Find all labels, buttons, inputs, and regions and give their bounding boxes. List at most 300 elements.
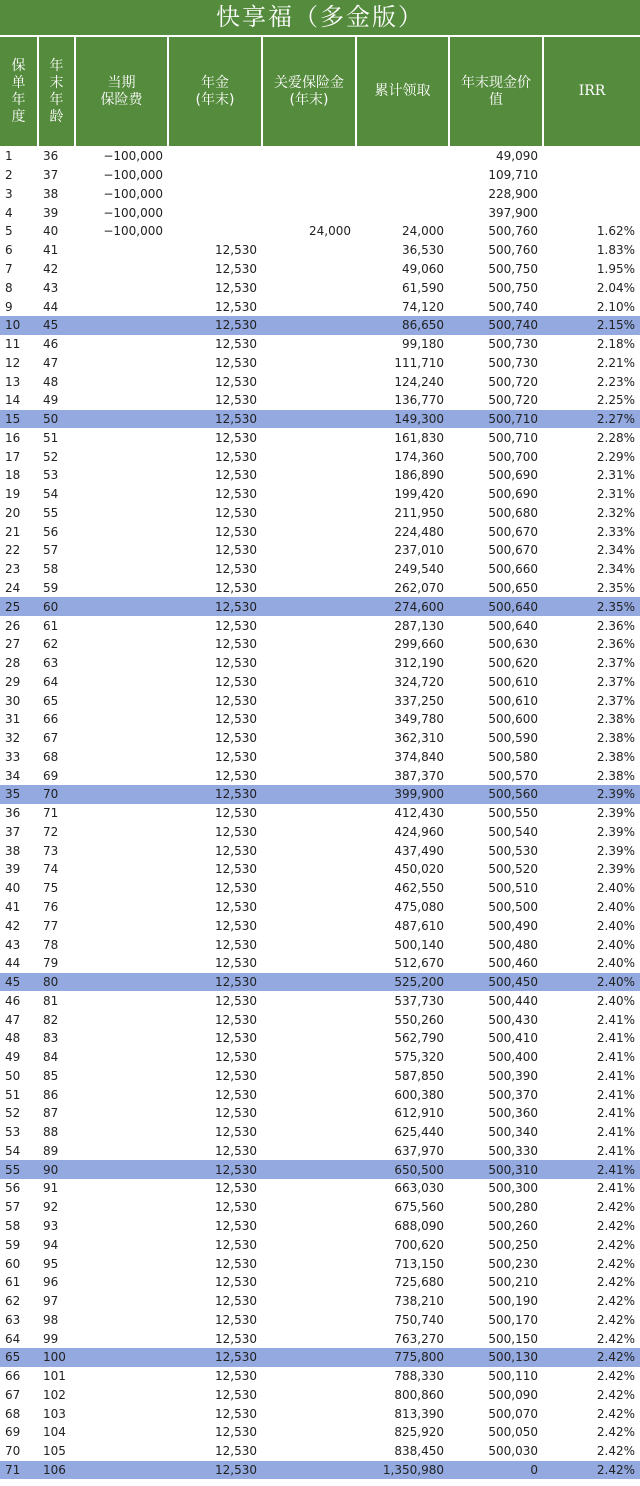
premium-cell [75, 635, 168, 654]
premium-cell [75, 522, 168, 541]
cumulative-cell: 399,900 [356, 785, 449, 804]
page-title: 快享福（多金版） [0, 0, 640, 37]
policy-year-cell: 23 [5, 562, 21, 577]
table-row [0, 1292, 640, 1311]
cash-value-cell: 500,760 [488, 243, 538, 258]
annuity-cell: 12,530 [215, 1125, 257, 1140]
cash-value-cell: 500,610 [488, 674, 538, 689]
table-row [0, 1461, 640, 1480]
care-benefit-cell [262, 916, 356, 935]
age-cell: 42 [43, 261, 59, 276]
age-cell: 56 [43, 524, 59, 539]
cash-value-cell: 109,710 [488, 168, 538, 183]
table-row [0, 710, 640, 729]
premium-cell [75, 973, 168, 992]
table-row [0, 954, 640, 973]
care-benefit-cell [262, 1292, 356, 1311]
age-cell: 80 [38, 973, 75, 992]
cash-value-cell: 500,730 [488, 355, 538, 370]
table-row [0, 166, 640, 185]
premium-cell [75, 560, 168, 579]
cumulative-cell: 262,070 [394, 580, 444, 595]
cumulative-cell: 537,730 [394, 993, 444, 1008]
irr-cell: 2.40% [596, 993, 635, 1008]
care-benefit-cell [262, 635, 356, 654]
care-benefit-cell [262, 973, 356, 992]
age-cell: 78 [43, 937, 59, 952]
care-benefit-cell [262, 860, 356, 879]
cumulative-cell: 562,790 [394, 1031, 444, 1046]
cash-value-cell: 500,700 [488, 449, 538, 464]
table-row [0, 1386, 640, 1405]
policy-year-cell: 46 [5, 993, 21, 1008]
cash-value-cell: 500,030 [488, 1444, 538, 1459]
policy-year-cell: 8 [5, 280, 13, 295]
irr-cell: 2.18% [596, 337, 635, 352]
age-cell: 103 [43, 1406, 66, 1421]
table-row [0, 372, 640, 391]
irr-cell: 2.41% [596, 1050, 635, 1065]
care-benefit-cell [262, 146, 356, 166]
policy-year-cell: 6 [5, 243, 13, 258]
care-benefit-cell [262, 278, 356, 297]
policy-year-cell: 69 [5, 1425, 21, 1440]
irr-cell: 2.38% [596, 749, 635, 764]
irr-cell: 2.42% [543, 1461, 640, 1480]
policy-year-cell: 5 [5, 224, 13, 239]
age-cell: 66 [43, 712, 59, 727]
care-benefit-cell [262, 353, 356, 372]
care-benefit-cell [262, 1085, 356, 1104]
premium-cell [75, 579, 168, 598]
cumulative-cell: 124,240 [394, 374, 444, 389]
cumulative-cell: 61,590 [402, 280, 444, 295]
policy-year-cell: 66 [5, 1369, 21, 1384]
annuity-cell: 12,530 [215, 524, 257, 539]
policy-year-cell: 20 [5, 505, 21, 520]
age-cell: 81 [43, 993, 59, 1008]
cash-value-cell: 500,760 [488, 224, 538, 239]
cash-value-cell: 500,150 [488, 1331, 538, 1346]
policy-year-cell: 44 [5, 956, 21, 971]
care-benefit-cell [262, 954, 356, 973]
premium-cell [75, 991, 168, 1010]
care-benefit-cell [262, 616, 356, 635]
policy-year-cell: 40 [5, 881, 21, 896]
irr-cell: 1.83% [596, 243, 635, 258]
age-cell: 104 [43, 1425, 66, 1440]
policy-year-cell: 21 [5, 524, 21, 539]
annuity-cell: 12,530 [215, 1200, 257, 1215]
annuity-cell: 12,530 [215, 1369, 257, 1384]
header-row [0, 37, 640, 146]
policy-year-cell: 42 [5, 918, 21, 933]
irr-cell: 2.40% [596, 900, 635, 914]
irr-cell: 2.36% [596, 637, 635, 652]
premium-cell [75, 297, 168, 316]
cumulative-cell: 86,650 [356, 316, 449, 335]
annuity-cell: 12,530 [215, 749, 257, 764]
irr-cell: 1.95% [596, 261, 635, 276]
premium-cell [75, 1442, 168, 1461]
care-benefit-cell [262, 241, 356, 260]
annuity-cell [168, 185, 262, 204]
irr-cell: 2.37% [596, 674, 635, 689]
table-row [0, 860, 640, 879]
table-row [0, 1442, 640, 1461]
policy-year-cell: 28 [5, 656, 21, 671]
cash-value-cell: 500,210 [488, 1275, 538, 1290]
annuity-cell: 12,530 [168, 597, 262, 616]
age-cell: 59 [43, 580, 59, 595]
age-cell: 44 [43, 299, 59, 314]
irr-cell: 2.41% [596, 1106, 635, 1121]
annuity-cell: 12,530 [215, 393, 257, 408]
cash-value-cell: 500,750 [488, 280, 538, 295]
age-cell: 53 [43, 468, 59, 483]
table-row [0, 1160, 640, 1179]
irr-cell: 2.39% [596, 824, 635, 839]
annuity-cell: 12,530 [215, 1012, 257, 1027]
cash-value-cell: 500,720 [488, 393, 538, 408]
cumulative-cell: 149,300 [356, 410, 449, 429]
table-row [0, 691, 640, 710]
cumulative-cell: 24,000 [402, 224, 444, 239]
premium-cell [75, 1010, 168, 1029]
cash-value-cell: 500,660 [488, 562, 538, 577]
premium-cell: −100,000 [103, 224, 163, 239]
care-benefit-cell [262, 391, 356, 410]
annuity-cell: 12,530 [215, 562, 257, 577]
age-cell: 58 [43, 562, 59, 577]
irr-cell: 2.21% [596, 355, 635, 370]
premium-cell [75, 391, 168, 410]
cumulative-cell: 199,420 [394, 487, 444, 502]
policy-year-cell: 54 [5, 1143, 21, 1158]
premium-cell [75, 1085, 168, 1104]
care-benefit-cell [262, 935, 356, 954]
table-row [0, 1235, 640, 1254]
care-benefit-cell [262, 1273, 356, 1292]
cumulative-cell: 788,330 [394, 1369, 444, 1384]
annuity-cell: 12,530 [215, 243, 257, 258]
irr-cell: 2.41% [596, 1181, 635, 1196]
policy-year-cell: 47 [5, 1012, 21, 1027]
cumulative-cell: 111,710 [394, 355, 444, 370]
premium-cell [75, 841, 168, 860]
care-benefit-cell [262, 335, 356, 354]
care-benefit-cell [262, 297, 356, 316]
care-benefit-cell [262, 1404, 356, 1423]
cumulative-cell: 186,890 [394, 468, 444, 483]
care-benefit-cell [262, 504, 356, 523]
age-cell: 75 [43, 881, 59, 896]
policy-year-cell: 55 [0, 1160, 38, 1179]
table-row [0, 1029, 640, 1048]
care-benefit-cell [262, 372, 356, 391]
col-header-cumulative: 累计领取 [356, 37, 449, 146]
table-row [0, 241, 640, 260]
irr-cell [543, 203, 640, 222]
annuity-cell: 12,530 [215, 1425, 257, 1440]
irr-cell [543, 166, 640, 185]
irr-cell: 2.42% [543, 1348, 640, 1367]
annuity-cell: 12,530 [168, 973, 262, 992]
care-benefit-cell [262, 1048, 356, 1067]
annuity-cell: 12,530 [215, 918, 257, 933]
cash-value-cell: 500,740 [488, 299, 538, 314]
table-row [0, 1104, 640, 1123]
premium-cell [75, 1029, 168, 1048]
table-row [0, 447, 640, 466]
cash-value-cell: 500,590 [488, 731, 538, 746]
irr-cell [543, 185, 640, 204]
care-benefit-cell [262, 428, 356, 447]
care-benefit-cell [262, 316, 356, 335]
policy-year-cell: 41 [5, 900, 21, 914]
premium-cell [75, 1048, 168, 1067]
annuity-cell: 12,530 [215, 430, 257, 445]
premium-cell [75, 1310, 168, 1329]
table-row [0, 353, 640, 372]
age-cell: 94 [43, 1237, 59, 1252]
policy-year-cell: 45 [0, 973, 38, 992]
annuity-cell: 12,530 [215, 937, 257, 952]
cumulative-cell: 813,390 [394, 1406, 444, 1421]
premium-cell [75, 372, 168, 391]
care-benefit-cell [262, 1235, 356, 1254]
age-cell: 57 [43, 543, 59, 558]
col-header-annuity: 年金 (年末) [168, 37, 262, 146]
irr-cell: 2.40% [596, 956, 635, 971]
annuity-cell: 12,530 [168, 1160, 262, 1179]
policy-year-cell: 18 [5, 468, 21, 483]
table-row [0, 729, 640, 748]
premium-cell [75, 804, 168, 823]
policy-year-cell: 30 [5, 693, 21, 708]
table-row [0, 203, 640, 222]
irr-cell: 2.31% [596, 468, 635, 483]
cumulative-cell: 362,310 [394, 731, 444, 746]
age-cell: 101 [43, 1369, 66, 1384]
annuity-cell: 12,530 [215, 280, 257, 295]
policy-year-cell: 58 [5, 1219, 21, 1234]
policy-year-cell: 35 [0, 785, 38, 804]
irr-cell: 2.28% [596, 430, 635, 445]
cumulative-cell: 274,600 [356, 597, 449, 616]
cash-value-cell: 500,740 [449, 316, 543, 335]
care-benefit-cell [262, 654, 356, 673]
cash-value-cell: 500,670 [488, 543, 538, 558]
age-cell: 41 [43, 243, 59, 258]
policy-year-cell: 13 [5, 374, 21, 389]
annuity-cell: 12,530 [215, 768, 257, 783]
table-row [0, 222, 640, 241]
table-row [0, 1085, 640, 1104]
premium-cell [75, 1198, 168, 1217]
policy-year-cell: 50 [5, 1068, 21, 1083]
policy-year-cell: 48 [5, 1031, 21, 1046]
annuity-cell: 12,530 [215, 449, 257, 464]
care-benefit-cell [262, 203, 356, 222]
premium-cell [75, 1461, 168, 1480]
care-benefit-cell [262, 1179, 356, 1198]
irr-cell: 2.15% [543, 316, 640, 335]
cumulative-cell: 299,660 [394, 637, 444, 652]
care-benefit-cell [262, 522, 356, 541]
care-benefit-cell [262, 898, 356, 917]
premium-cell [75, 785, 168, 804]
table-row [0, 1142, 640, 1161]
premium-cell: −100,000 [103, 186, 163, 201]
cumulative-cell: 249,540 [394, 562, 444, 577]
cumulative-cell [356, 146, 449, 166]
premium-cell [75, 616, 168, 635]
policy-year-cell: 68 [5, 1406, 21, 1421]
annuity-cell: 12,530 [215, 1387, 257, 1402]
age-cell: 84 [43, 1050, 59, 1065]
table-row [0, 804, 640, 823]
table-row [0, 1067, 640, 1086]
age-cell: 63 [43, 656, 59, 671]
policy-year-cell: 56 [5, 1181, 21, 1196]
age-cell: 51 [43, 430, 59, 445]
irr-cell: 2.42% [596, 1387, 635, 1402]
age-cell: 70 [38, 785, 75, 804]
table-row [0, 1123, 640, 1142]
cumulative-cell: 287,130 [394, 618, 444, 633]
premium-cell [75, 1067, 168, 1086]
irr-cell: 2.41% [596, 1143, 635, 1158]
table-row [0, 522, 640, 541]
col-header-care-benefit: 关爱保险金 (年末) [262, 37, 356, 146]
cumulative-cell: 587,850 [394, 1068, 444, 1083]
premium-cell [75, 954, 168, 973]
annuity-cell: 12,530 [215, 1312, 257, 1327]
policy-year-cell: 9 [5, 299, 13, 314]
policy-year-cell: 38 [5, 843, 21, 858]
annuity-cell: 12,530 [215, 1256, 257, 1271]
annuity-cell: 12,530 [215, 355, 257, 370]
policy-year-cell: 11 [5, 337, 21, 352]
cumulative-cell: 49,060 [402, 261, 444, 276]
annuity-cell: 12,530 [168, 785, 262, 804]
premium-cell [75, 729, 168, 748]
cumulative-cell: 374,840 [394, 749, 444, 764]
care-benefit-cell [262, 447, 356, 466]
irr-cell: 2.41% [596, 1068, 635, 1083]
premium-cell [75, 1404, 168, 1423]
premium-cell [75, 1329, 168, 1348]
cash-value-cell: 500,450 [449, 973, 543, 992]
cash-value-cell: 500,400 [488, 1050, 538, 1065]
cash-value-cell: 500,560 [449, 785, 543, 804]
care-benefit-cell [262, 1348, 356, 1367]
age-cell: 69 [43, 768, 59, 783]
annuity-cell: 12,530 [215, 1143, 257, 1158]
policy-year-cell: 16 [5, 430, 21, 445]
care-benefit-cell [262, 1367, 356, 1386]
cumulative-cell: 775,800 [356, 1348, 449, 1367]
care-benefit-cell [262, 466, 356, 485]
cumulative-cell: 237,010 [394, 543, 444, 558]
premium-cell [75, 353, 168, 372]
irr-cell: 2.42% [596, 1256, 635, 1271]
policy-year-cell: 29 [5, 674, 21, 689]
cumulative-cell: 500,140 [394, 937, 444, 952]
age-cell: 52 [43, 449, 59, 464]
age-cell: 47 [43, 355, 59, 370]
premium-cell: −100,000 [103, 168, 163, 183]
irr-cell: 2.40% [596, 881, 635, 896]
cumulative-cell: 487,610 [394, 918, 444, 933]
irr-cell: 2.38% [596, 712, 635, 727]
irr-cell: 2.37% [596, 693, 635, 708]
care-benefit-cell [262, 1067, 356, 1086]
table-row [0, 297, 640, 316]
policy-year-cell: 15 [0, 410, 38, 429]
care-benefit-cell [262, 185, 356, 204]
irr-cell: 2.40% [543, 973, 640, 992]
irr-cell: 2.04% [596, 280, 635, 295]
table-row [0, 1217, 640, 1236]
table-row [0, 560, 640, 579]
age-cell: 64 [43, 674, 59, 689]
table-row [0, 335, 640, 354]
cumulative-cell: 211,950 [394, 505, 444, 520]
care-benefit-cell [262, 823, 356, 842]
table-row [0, 1367, 640, 1386]
annuity-cell: 12,530 [215, 1331, 257, 1346]
policy-year-cell: 39 [5, 862, 21, 877]
age-cell: 72 [43, 824, 59, 839]
cash-value-cell: 500,720 [488, 374, 538, 389]
care-benefit-cell [262, 991, 356, 1010]
cumulative-cell: 750,740 [394, 1312, 444, 1327]
cash-value-cell: 500,050 [488, 1425, 538, 1440]
cumulative-cell: 450,020 [394, 862, 444, 877]
age-cell: 79 [43, 956, 59, 971]
cumulative-cell: 663,030 [394, 1181, 444, 1196]
table-row [0, 748, 640, 767]
care-benefit-cell [262, 1010, 356, 1029]
irr-cell: 2.42% [596, 1200, 635, 1215]
table-row [0, 879, 640, 898]
care-benefit-cell [262, 1160, 356, 1179]
table-row [0, 410, 640, 429]
table-body [0, 146, 640, 1479]
age-cell: 88 [43, 1125, 59, 1140]
premium-cell [75, 898, 168, 917]
age-cell: 89 [43, 1143, 59, 1158]
policy-year-cell: 61 [5, 1275, 21, 1290]
age-cell: 90 [38, 1160, 75, 1179]
policy-year-cell: 53 [5, 1125, 21, 1140]
annuity-cell: 12,530 [215, 1068, 257, 1083]
age-cell: 71 [43, 806, 59, 821]
cash-value-cell: 500,110 [488, 1369, 538, 1384]
irr-cell: 2.25% [596, 393, 635, 408]
cumulative-cell: 800,860 [394, 1387, 444, 1402]
cumulative-cell: 224,480 [394, 524, 444, 539]
cumulative-cell: 136,770 [394, 393, 444, 408]
table-row [0, 1273, 640, 1292]
table-row [0, 1010, 640, 1029]
age-cell: 85 [43, 1068, 59, 1083]
care-benefit-cell [262, 710, 356, 729]
premium-cell [75, 823, 168, 842]
age-cell: 38 [43, 186, 59, 201]
